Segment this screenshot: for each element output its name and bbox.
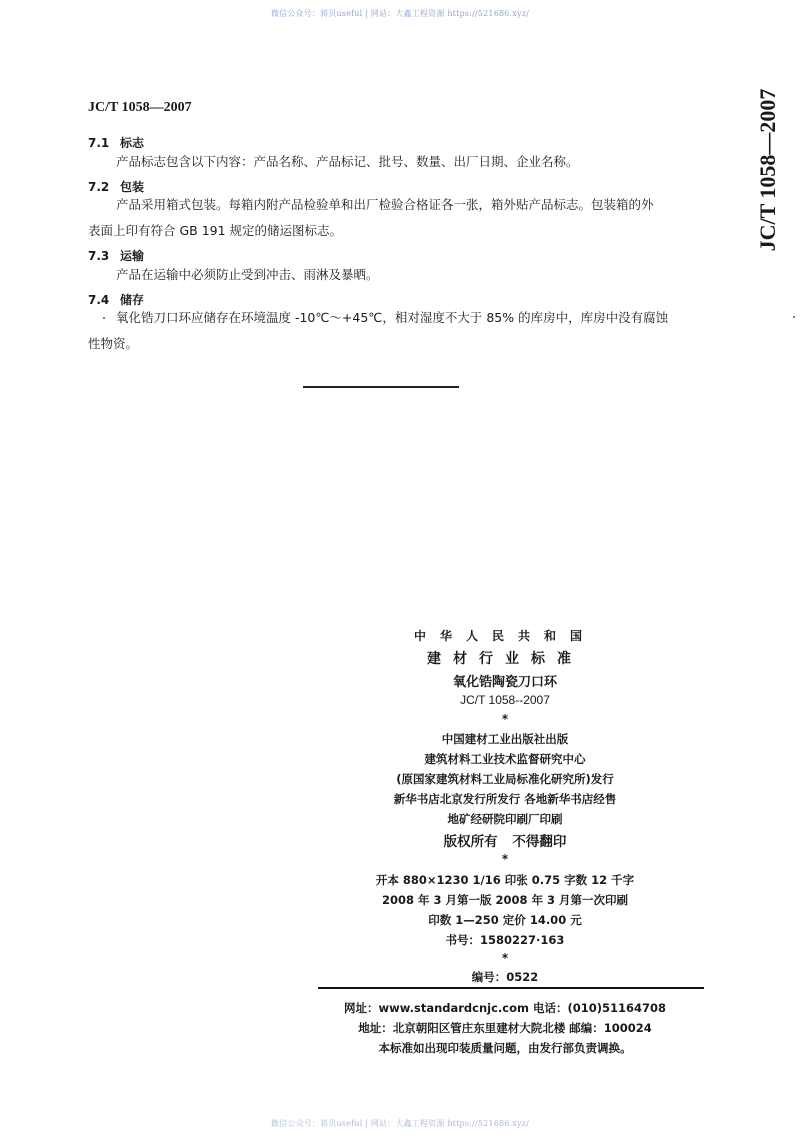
- colophon-issuer: (原国家建筑材料工业局标准化研究所)发行: [396, 772, 614, 786]
- section-number: 7.2: [88, 180, 110, 194]
- paragraph-line: 性物资。: [88, 336, 139, 351]
- colophon-serial: 编号：0522: [471, 970, 539, 984]
- scan-speck: [103, 317, 105, 319]
- colophon-distribution: 新华书店北京发行所发行 各地新华书店经售: [393, 792, 617, 806]
- colophon-code: JC/T 1058--2007: [460, 693, 550, 707]
- watermark-bottom: 微信公众号：蒋贝useful | 网站：大鑫工程资源 https://521686.xyz/: [270, 1119, 530, 1128]
- side-code-text: JC/T 1058—2007: [755, 88, 780, 252]
- colophon-standard-type: 建材行业标准: [427, 651, 583, 667]
- colophon-website-phone: 网址：www.standardcnjc.com 电话：(010)51164708: [343, 1001, 667, 1015]
- section-title: 包装: [120, 180, 145, 194]
- section-body-7-3: [88, 262, 728, 288]
- section-body-7-1: [88, 149, 728, 175]
- colophon-star-2: *: [501, 852, 509, 866]
- end-rule: [303, 386, 459, 388]
- colophon-book-number: 书号：1580227·163: [445, 933, 565, 947]
- section-body-7-4: [88, 305, 728, 357]
- colophon-notice: 本标准如出现印装质量问题，由发行部负责调换。: [378, 1041, 632, 1055]
- section-title: 运输: [120, 249, 145, 263]
- section-title: 储存: [120, 293, 145, 307]
- colophon-print-run-price: 印数 1—250 定价 14.00 元: [428, 913, 582, 927]
- colophon-product-title: 氧化锆陶瓷刀口环: [452, 675, 557, 690]
- standard-code-header: JC/T 1058—2007: [88, 100, 192, 115]
- section-body-7-2: [88, 192, 728, 244]
- colophon-star-3: *: [501, 951, 509, 965]
- paragraph-line: 产品采用箱式包装。每箱内附产品检验单和出厂检验合格证各一张，箱外贴产品标志。包装箱的外: [116, 197, 654, 212]
- watermark-top: 微信公众号：蒋贝useful | 网站：大鑫工程资源 https://521686.xyz/: [270, 9, 530, 18]
- paragraph-line: 表面上印有符合 GB 191 规定的储运图标志。: [88, 223, 343, 238]
- paragraph-line: 氧化锆刀口环应储存在环境温度 -10℃～+45℃，相对湿度不大于 85% 的库房中，库房中没有腐蚀: [116, 310, 669, 325]
- colophon-format: 开本 880×1230 1/16 印张 0.75 字数 12 千字: [375, 873, 635, 887]
- colophon-star-1: *: [501, 712, 509, 726]
- colophon-center: 建筑材料工业技术监督研究中心: [424, 752, 586, 766]
- colophon-edition: 2008 年 3 月第一版 2008 年 3 月第一次印刷: [381, 893, 629, 907]
- colophon-address: 地址：北京朝阳区管庄东里建材大院北楼 邮编：100024: [358, 1021, 652, 1035]
- section-number: 7.1: [88, 136, 110, 150]
- colophon-divider: [318, 987, 704, 989]
- colophon-publisher: 中国建材工业出版社出版: [441, 732, 569, 746]
- side-code-vertical: [748, 90, 788, 250]
- colophon-printer: 地矿经研院印刷厂印刷: [447, 812, 563, 826]
- section-number: 7.4: [88, 293, 110, 307]
- paragraph-line: 产品在运输中必须防止受到冲击、雨淋及暴晒。: [116, 267, 379, 282]
- colophon-copyright: 版权所有 不得翻印: [443, 834, 567, 850]
- scan-speck: [793, 316, 795, 318]
- section-title: 标志: [120, 136, 145, 150]
- section-number: 7.3: [88, 249, 110, 263]
- paragraph-line: 产品标志包含以下内容：产品名称、产品标记、批号、数量、出厂日期、企业名称。: [116, 154, 579, 169]
- colophon-country: 中华人民共和国: [413, 629, 596, 643]
